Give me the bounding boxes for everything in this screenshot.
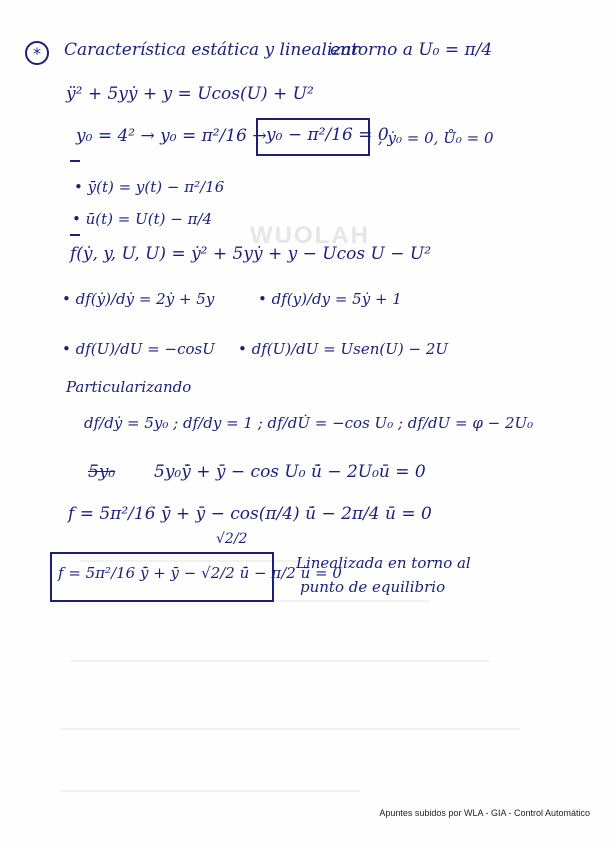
- equation-5: f(ẏ, y, U, U) = ẏ² + 5yẏ + y − Ucos U − U²: [70, 244, 432, 264]
- equation-2: y₀ = 4² → y₀ = π²/16 →: [76, 126, 267, 146]
- equation-7a: • df(U)/dU = −cosU: [62, 340, 215, 358]
- equation-3: • ȳ(t) = y(t) − π²/16: [74, 178, 225, 196]
- equation-4: • ū(t) = U(t) − π/4: [72, 210, 213, 228]
- equation-7b: • df(U)/dU = Usen(U) − 2U: [238, 340, 449, 358]
- equilibrium-conditions: , ẏ₀ = 0, Ů₀ = 0: [378, 129, 494, 147]
- bleed-through-line: [70, 660, 490, 662]
- title-tail: entorno a U₀ = π/4: [330, 40, 493, 60]
- static-characteristic-text: y₀ − π²/16 = 0: [266, 125, 389, 145]
- margin-dash: [70, 160, 80, 162]
- svg-text:*: *: [33, 44, 41, 63]
- title-text: Característica estática y linealizar: [64, 40, 360, 60]
- equation-9: df/dẏ = 5y₀ ; df/dy = 1 ; df/dU̇ = −cos U₀ ; df/dU = φ − 2U₀: [84, 414, 534, 432]
- struck-term: 5y₀: [88, 462, 116, 482]
- equation-6a: • df(ẏ)/dẏ = 2ẏ + 5y: [62, 290, 215, 308]
- final-result-text: f = 5π²/16 ȳ̇ + ȳ − √2/2 ū̇ − π/2 ū = 0: [58, 564, 342, 582]
- bleed-through-logo: WUOLAH: [250, 222, 370, 249]
- bleed-through-line: [60, 728, 520, 730]
- footer-credit: Apuntes subidos por WLA - GIA - Control Automático: [379, 808, 590, 818]
- margin-dash: [70, 234, 80, 236]
- star-bullet-icon: [24, 40, 50, 66]
- equation-11: f = 5π²/16 ȳ̇ + ȳ − cos(π/4) ū̇ − 2π/4 ū = 0: [68, 504, 432, 524]
- equation-1: ÿ² + 5yẏ + y = Ucos(U) + U²: [66, 84, 314, 104]
- final-note-line-1: Linealizada en torno al: [296, 554, 471, 572]
- final-note-line-2: punto de equilibrio: [300, 578, 446, 596]
- particularizando-label: Particularizando: [66, 378, 192, 396]
- equation-10: 5y₀ȳ̇ + ȳ − cos U₀ ū̇ − 2U₀ū = 0: [154, 462, 426, 482]
- equation-11-note: √2/2: [216, 531, 248, 547]
- equation-6b: • df(y)/dy = 5ẏ + 1: [258, 290, 402, 308]
- bleed-through-line: [60, 790, 360, 792]
